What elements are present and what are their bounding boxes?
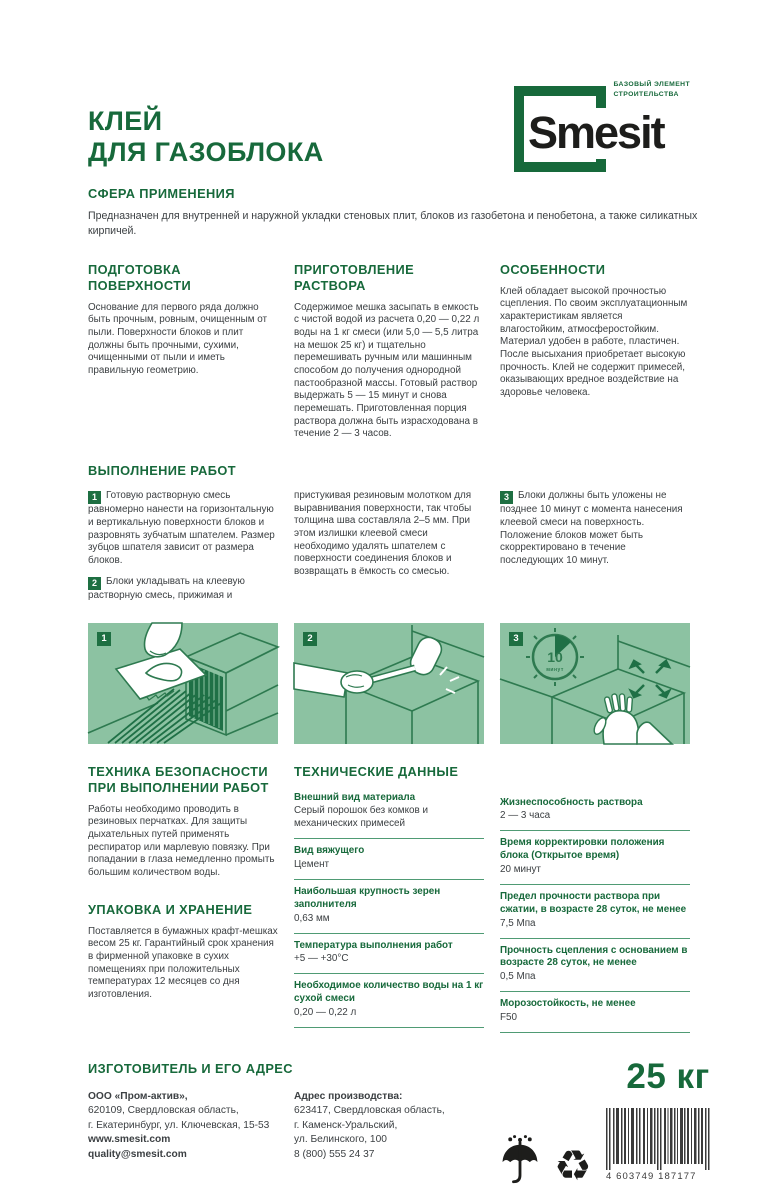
- production-address: [294, 1090, 500, 1162]
- section-features: [500, 262, 690, 441]
- works-col-2: [294, 490, 484, 611]
- production-address-line2: г. Каменск-Уральский,: [294, 1119, 398, 1131]
- tech-data-left-column: [294, 764, 484, 1033]
- tech-row-value: 20 минут: [500, 864, 541, 876]
- product-title-line2: ДЛЯ ГАЗОБЛОКА: [88, 136, 324, 167]
- safety-heading: ТЕХНИКА БЕЗОПАСНОСТИ ПРИ ВЫПОЛНЕНИИ РАБОТ: [88, 763, 269, 795]
- application-text: Предназначен для внутренней и наружной укладки стеновых плит, блоков из газобетона и пенобетона, а также силикатных кирпичей.: [88, 209, 698, 237]
- features-heading: ОСОБЕННОСТИ: [500, 261, 606, 277]
- step-2-badge: 2: [88, 577, 101, 590]
- tech-row-label: Прочность сцепления с основанием в возрасте 28 суток, не менее: [500, 944, 688, 969]
- weight-label: 25 кг: [626, 1056, 710, 1096]
- codes-row: [500, 1108, 710, 1190]
- tech-row-label: Жизнеспособность раствора: [500, 796, 643, 808]
- step-1: [88, 490, 278, 568]
- brand-logo: [504, 81, 690, 176]
- illustration-tap-mallet: [294, 623, 484, 744]
- illustration-apply-adhesive: [88, 623, 278, 744]
- illustration-badge-2: 2: [303, 632, 317, 646]
- step-3-badge: 3: [500, 491, 513, 504]
- clock-unit: минут: [546, 666, 564, 673]
- phone-text: 8 (800) 555 24 37: [294, 1148, 375, 1160]
- tech-data-right-column: [500, 764, 690, 1033]
- tech-row-label: Внешний вид материала: [294, 791, 416, 803]
- illustration-adjust-block: [500, 623, 690, 744]
- mortar-prep-heading: ПРИГОТОВЛЕНИЕ РАСТВОРА: [294, 261, 415, 293]
- clock-value: 10: [547, 648, 563, 665]
- step-2: [88, 576, 278, 603]
- works-col-3: [500, 490, 690, 611]
- surface-prep-heading: ПОДГОТОВКА ПОВЕРХНОСТИ: [88, 261, 192, 293]
- tech-row: [294, 934, 484, 975]
- features-text: Клей обладает высокой прочностью сцепления. По своим эксплуатационным характеристикам является влагостойким, атмосферостойким. Материал удобен в работе, пластичен. После высыхания приобретает высокую прочность. Клей не содержит примесей, оказывающих вредное воздействие на здоровье человека.: [500, 285, 688, 398]
- manufacturer-address-line1: 620109, Свердловская область,: [88, 1105, 239, 1117]
- safety-and-packaging-column: [88, 764, 278, 1033]
- manufacturer-address: [88, 1090, 294, 1162]
- section-mortar-prep: [294, 262, 484, 441]
- step-1-text: Готовую растворную смесь равномерно нанести на горизонтальную и вертикальную поверхности блоков и разровнять зубчатым шпателем. Размер зубцов шпателя зависит от размера блоков.: [88, 489, 275, 566]
- tech-rows-right: [500, 791, 690, 1033]
- step-2-continuation: пристукивая резиновым молотком для выравнивания поверхности, так чтобы толщина шва составляла 2–5 мм. При этом излишки клеевой смеси необходимо удалять шпателем с поверхности соединения блоков и возвращать в ёмкость со смесью.: [294, 489, 472, 578]
- tech-row-label: Температура выполнения работ: [294, 939, 453, 951]
- tech-row-label: Наибольшая крупность зерен заполнителя: [294, 885, 441, 910]
- tech-row: [500, 885, 690, 939]
- step-3: [500, 490, 690, 568]
- clock-adjust-illustration-icon: [500, 623, 690, 744]
- tech-row-value: +5 — +30°С: [294, 953, 349, 965]
- tech-row-value: 0,63 мм: [294, 912, 330, 924]
- weight-and-codes: [500, 1056, 710, 1190]
- tech-row-value: Цемент: [294, 859, 330, 871]
- illustrations: [88, 623, 690, 744]
- address-columns: [88, 1090, 500, 1162]
- header: [88, 81, 690, 172]
- tech-row-label: Время корректировки положения блока (Открытое время): [500, 837, 665, 862]
- website-text: www.smesit.com: [88, 1134, 171, 1146]
- product-title-line1: КЛЕЙ: [88, 106, 163, 136]
- barcode-icon: [605, 1108, 710, 1183]
- mortar-prep-text: Содержимое мешка засыпать в емкость с чистой водой из расчета 0,20 — 0,22 л воды на 1 кг смеси (или 5,0 — 5,5 литра на мешок 25 кг) и тщательно перемешивать ручным или машинным способом до получения однородной пастообразной массы. Готовый раствор выдержать 5 — 15 минут и снова перемешать. Приготовленная порция раствора должна быть израсходована в течение 2 — 3 часов.: [294, 301, 480, 440]
- email-text: quality@smesit.com: [88, 1148, 187, 1160]
- keep-dry-icon: [500, 1135, 540, 1185]
- tech-row: [500, 831, 690, 885]
- tech-row-value: 0,20 — 0,22 л: [294, 1007, 357, 1019]
- recycle-icon: ♻: [554, 1140, 592, 1190]
- tech-row-label: Предел прочности раствора при сжатии, в возрасте 28 суток, не менее: [500, 890, 687, 915]
- product-title: [88, 106, 324, 168]
- tech-row-value: 0,5 Мпа: [500, 971, 536, 983]
- section-surface-prep: [88, 262, 278, 441]
- tech-row: [500, 939, 690, 993]
- works-heading: ВЫПОЛНЕНИЕ РАБОТ: [88, 463, 236, 478]
- manufacturer-name: ООО «Пром-актив»,: [88, 1090, 188, 1102]
- works-col-1: [88, 490, 278, 611]
- lower-sections: [88, 764, 690, 1033]
- production-address-title: Адрес производства:: [294, 1090, 403, 1102]
- logo-wordmark: Smesit: [528, 107, 664, 158]
- tech-row-label: Морозостойкость, не менее: [500, 998, 636, 1010]
- tech-row: [294, 786, 484, 840]
- production-address-line1: 623417, Свердловская область,: [294, 1105, 445, 1117]
- tech-row-value: F50: [500, 1012, 518, 1024]
- step-3-text: Блоки должны быть уложены не позднее 10 минут с момента нанесения клеевой смеси на поверхность. Положение блоков может быть скорректировано в течение последующих 10 минут.: [500, 489, 683, 566]
- manufacturer-section: [88, 1061, 500, 1186]
- tech-row: [294, 880, 484, 934]
- tech-row-value: 7,5 Мпа: [500, 917, 536, 929]
- brand-tagline-line1: БАЗОВЫЙ ЭЛЕМЕНТ: [613, 81, 690, 88]
- tech-row: [294, 974, 484, 1028]
- tech-row: [500, 992, 690, 1033]
- surface-prep-text: Основание для первого ряда должно быть прочным, ровным, очищенным от пыли. Поверхности блоков и плит должны быть прочными, сухими, очищенными от пыли и иметь правильную геометрию.: [88, 301, 268, 376]
- footer: [88, 1056, 710, 1190]
- tech-row-value: Серый порошок без комков и механических примесей: [294, 805, 429, 830]
- section-application: [88, 186, 698, 239]
- manufacturer-heading: ИЗГОТОВИТЕЛЬ И ЕГО АДРЕС: [88, 1060, 293, 1076]
- step-2-text: Блоки укладывать на клеевую растворную смесь, прижимая и: [88, 575, 245, 601]
- safety-text: Работы необходимо проводить в резиновых перчатках. Для защиты дыхательных путей применять респиратор или марлевую повязку. При попадании в глаза немедленно промыть большим количеством воды.: [88, 803, 275, 878]
- works-steps: [88, 490, 690, 611]
- tech-data-heading: ТЕХНИЧЕСКИЕ ДАННЫЕ: [294, 763, 459, 779]
- illustration-badge-3: 3: [509, 632, 523, 646]
- info-columns: [88, 262, 690, 441]
- manufacturer-address-line2: г. Екатеринбург, ул. Ключевская, 15-53: [88, 1119, 270, 1131]
- packaging-heading: УПАКОВКА И ХРАНЕНИЕ: [88, 901, 253, 917]
- tech-row: [294, 839, 484, 880]
- barcode: [606, 1108, 710, 1185]
- tech-rows-left: [294, 786, 484, 1028]
- application-heading: СФЕРА ПРИМЕНЕНИЯ: [88, 186, 235, 201]
- tech-row: [500, 791, 690, 832]
- trowel-illustration-icon: [88, 623, 278, 744]
- packaging-text: Поставляется в бумажных крафт-мешках весом 25 кг. Гарантийный срок хранения в фирменной упаковке в сухих помещениях при положительных температурах 12 месяцев со дня изготовления.: [88, 925, 278, 1000]
- tech-row-label: Вид вяжущего: [294, 845, 365, 857]
- brand-tagline: [614, 80, 690, 99]
- tech-row-value: 2 — 3 часа: [500, 810, 551, 822]
- production-address-line3: ул. Белинского, 100: [294, 1134, 387, 1146]
- barcode-digits: 4 603749 187177: [605, 1171, 697, 1183]
- brand-tagline-line2: СТРОИТЕЛЬСТВА: [613, 90, 679, 98]
- mallet-illustration-icon: [294, 623, 484, 744]
- step-1-badge: 1: [88, 491, 101, 504]
- illustration-badge-1: 1: [97, 632, 111, 646]
- tech-row-label: Необходимое количество воды на 1 кг сухой смеси: [294, 980, 484, 1005]
